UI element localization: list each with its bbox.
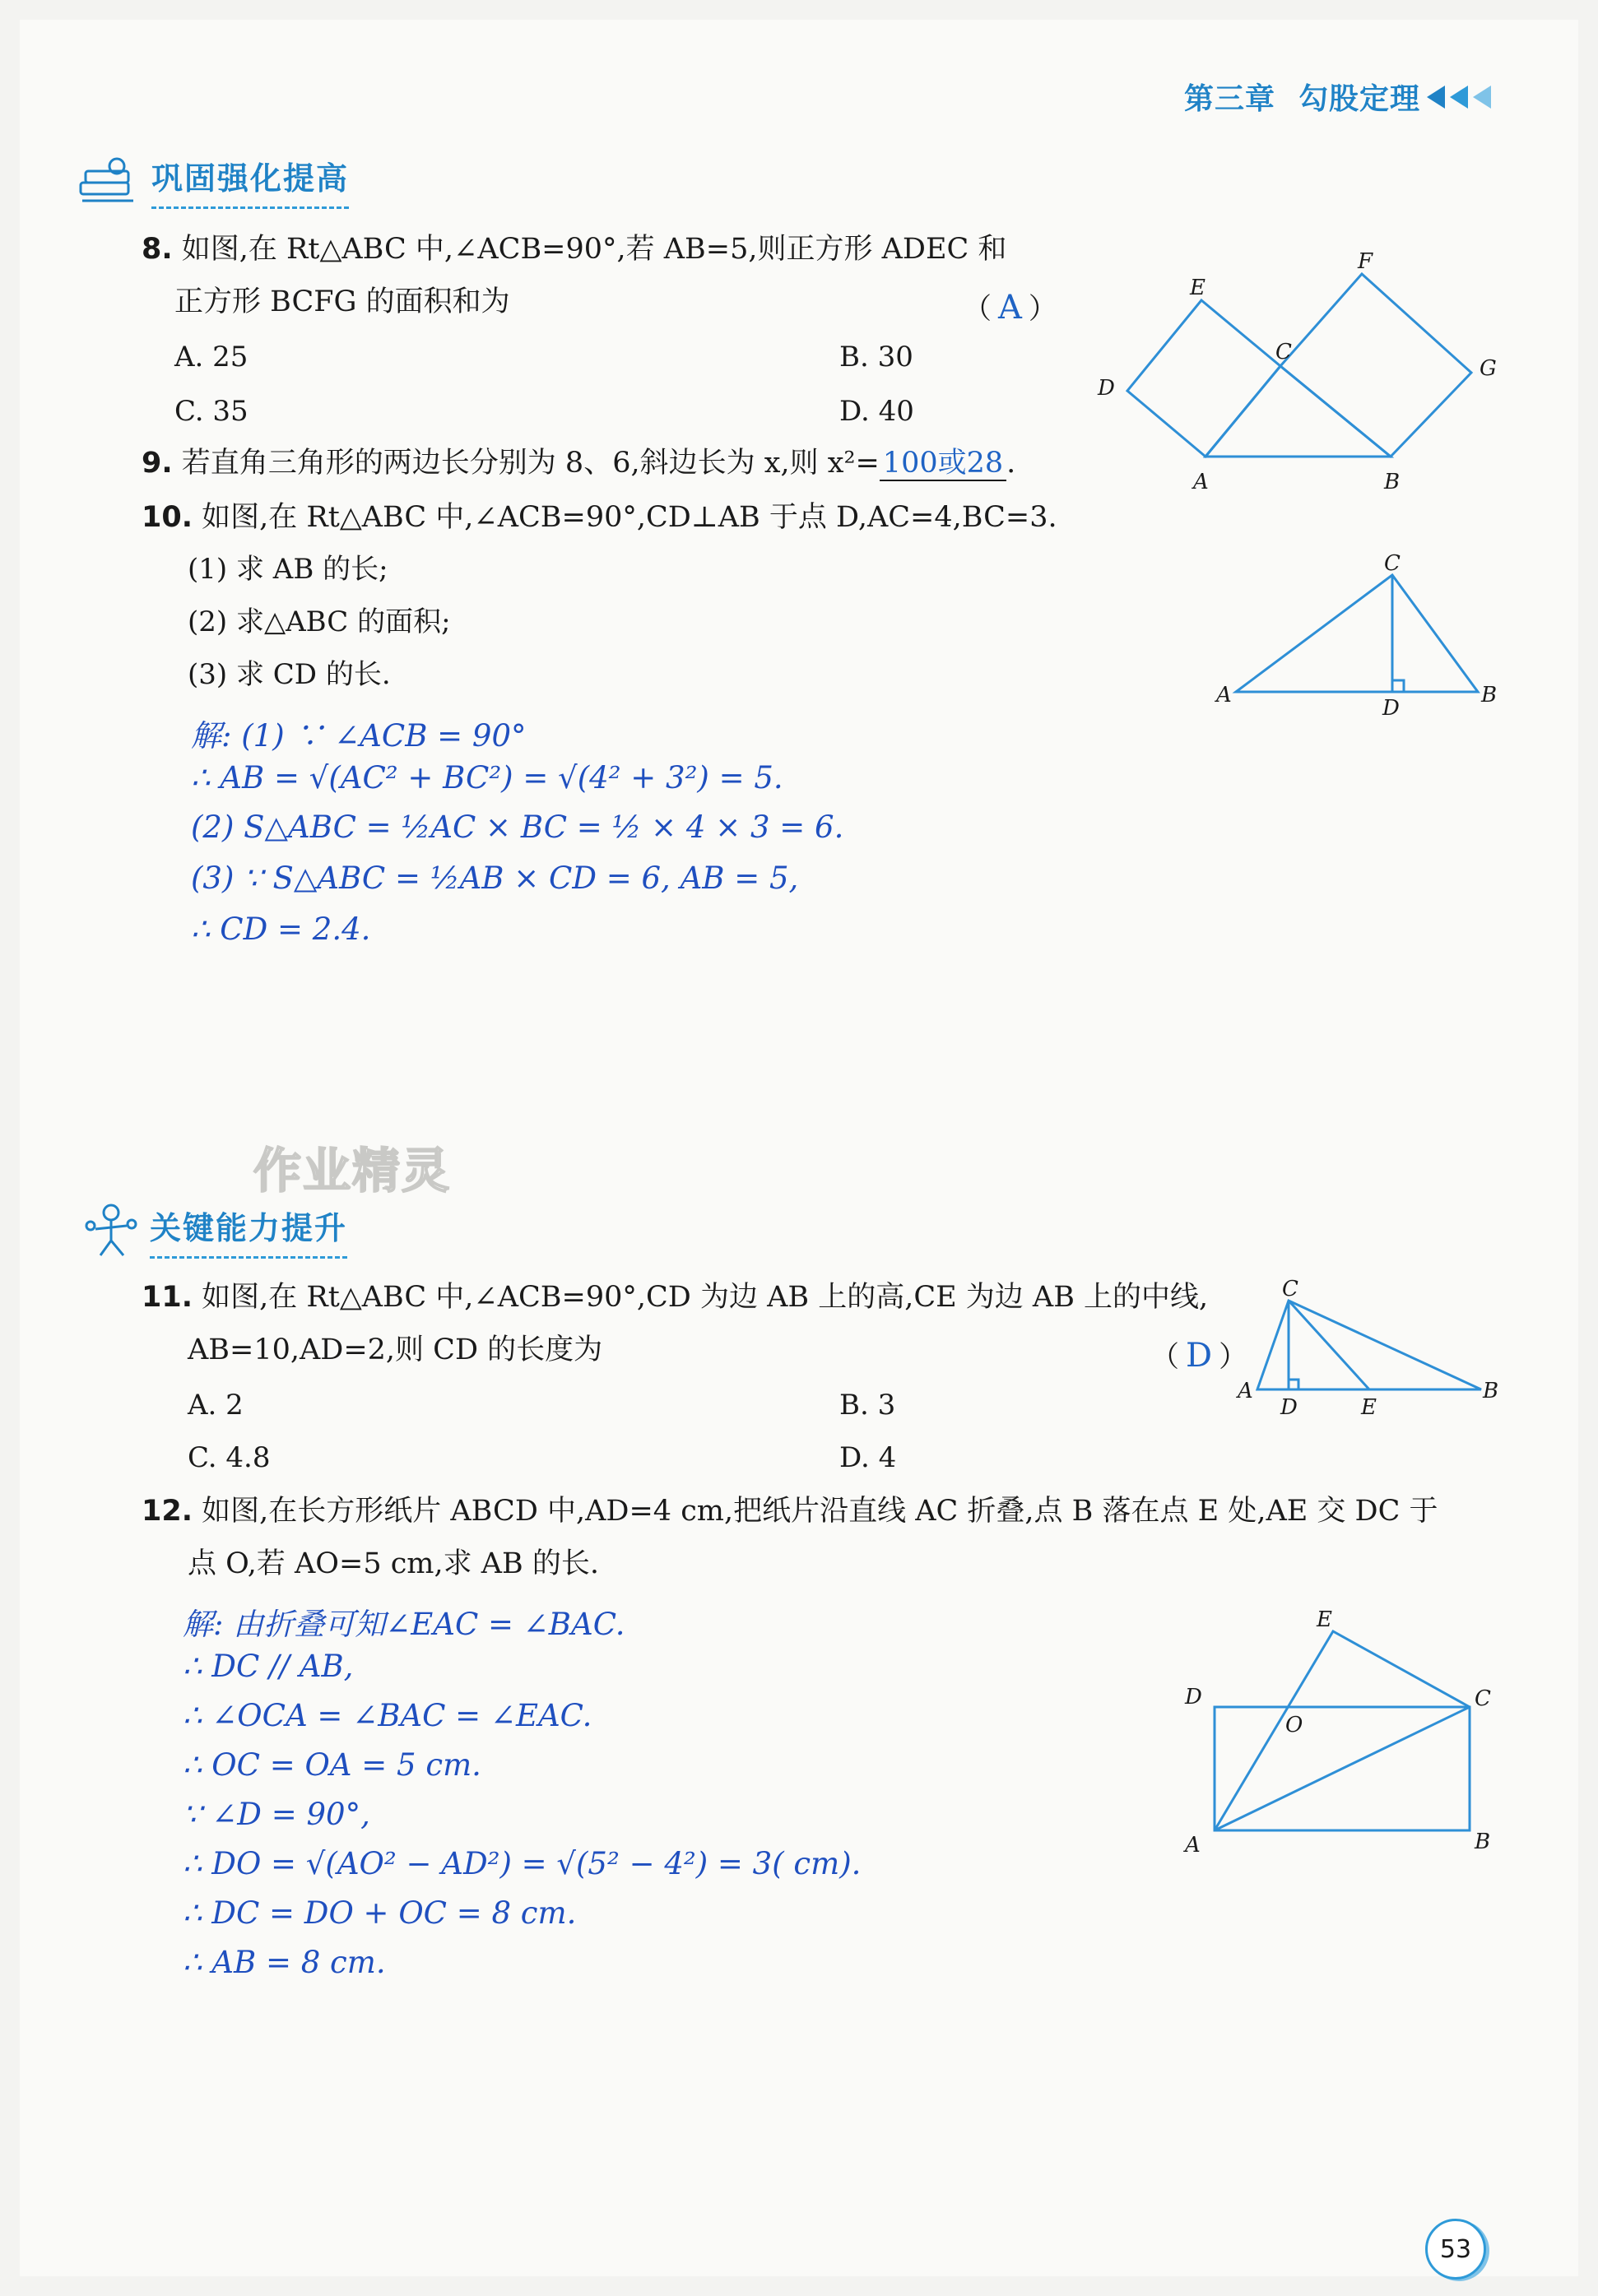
figure-q12-rectangle [1168, 1600, 1514, 1880]
question-9: 9. 若直角三角形的两边长分别为 8、6,斜边长为 x,则 x²= 100或28 . [142, 447, 1016, 480]
section-title: 关键能力提升 [150, 1203, 347, 1259]
solution-12-line8: ∴ AB = 8 cm. [183, 1945, 386, 1980]
label-c: C [1282, 1279, 1298, 1301]
label-d: D [1185, 1685, 1202, 1709]
answer-bracket-8: （ A ） [963, 289, 1057, 327]
arrow-left-icon [1427, 86, 1491, 109]
question-11-line2: AB=10,AD=2,则 CD 的长度为 [188, 1334, 603, 1366]
label-c: C [1275, 340, 1292, 364]
page-number: 53 [1425, 2219, 1486, 2280]
label-a: A [1238, 1379, 1253, 1403]
figure-q10-triangle [1210, 547, 1506, 720]
section-title: 巩固强化提高 [151, 153, 349, 209]
question-10-part2: (2) 求△ABC 的面积; [188, 605, 451, 638]
solution-12-line7: ∴ DC = DO + OC = 8 cm. [183, 1895, 577, 1931]
solution-12-line4: ∴ OC = OA = 5 cm. [183, 1747, 481, 1783]
question-12-line2: 点 O,若 AO=5 cm,求 AB 的长. [188, 1547, 599, 1580]
watermark: 作业精灵 [253, 1143, 452, 1199]
answer-bracket-11: （ D ） [1150, 1337, 1248, 1375]
question-8-line1: 8. 如图,在 Rt△ABC 中,∠ACB=90°,若 AB=5,则正方形 ADEC 和 [142, 233, 1007, 266]
solution-12-line3: ∴ ∠OCA = ∠BAC = ∠EAC. [183, 1698, 592, 1733]
chapter-label: 第三章 [1183, 82, 1275, 116]
solution-10-line4: (3) ∵ S△ABC = ½AB × CD = 6, AB = 5, [191, 860, 799, 896]
solution-12-line6: ∴ DO = √(AO² − AD²) = √(5² − 4²) = 3( cm). [183, 1846, 862, 1881]
option-c: C. 4.8 [188, 1441, 271, 1474]
question-10-part3: (3) 求 CD 的长. [188, 658, 391, 691]
option-b: B. 3 [839, 1389, 896, 1422]
question-12-line1: 12. 如图,在长方形纸片 ABCD 中,AD=4 cm,把纸片沿直线 AC 折叠,点 B 落在点 E 处,AE 交 DC 于 [142, 1495, 1438, 1528]
label-f: F [1358, 249, 1373, 274]
figure-person-icon [82, 1201, 140, 1260]
label-c: C [1475, 1686, 1491, 1711]
option-a: A. 2 [188, 1389, 244, 1422]
option-d: D. 40 [839, 395, 914, 428]
chapter-header [1184, 76, 1491, 118]
figure-q8-squares [1078, 239, 1506, 510]
solution-10-line5: ∴ CD = 2.4. [191, 911, 371, 947]
label-e: E [1361, 1395, 1377, 1420]
label-a: A [1185, 1833, 1201, 1858]
label-c: C [1384, 551, 1401, 576]
chapter-topic: 勾股定理 [1298, 82, 1420, 116]
label-d: D [1098, 376, 1115, 401]
answer-blank-9: 100或28 [880, 447, 1006, 481]
question-8-line2: 正方形 BCFG 的面积和为 [174, 285, 510, 318]
label-b: B [1481, 683, 1498, 707]
books-icon [76, 155, 142, 207]
label-e: E [1190, 276, 1205, 300]
label-g: G [1480, 356, 1497, 381]
label-b: B [1384, 470, 1401, 494]
section-consolidate [76, 153, 349, 209]
option-c: C. 35 [174, 395, 249, 428]
label-b: B [1483, 1379, 1499, 1403]
section-key-ability [82, 1201, 347, 1260]
solution-12-line2: ∴ DC // AB, [183, 1649, 354, 1684]
question-10: 10. 如图,在 Rt△ABC 中,∠ACB=90°,CD⊥AB 于点 D,AC=4,BC=3. [142, 501, 1057, 534]
solution-12-line5: ∵ ∠D = 90°, [183, 1797, 370, 1832]
label-b: B [1475, 1830, 1491, 1854]
solution-10-line1: 解: (1) ∵ ∠ACB = 90° [191, 718, 527, 754]
solution-10-line3: (2) S△ABC = ½AC × BC = ½ × 4 × 3 = 6. [191, 809, 844, 845]
option-b: B. 30 [839, 341, 913, 373]
option-d: D. 4 [839, 1441, 897, 1474]
solution-10-line2: ∴ AB = √(AC² + BC²) = √(4² + 3²) = 5. [191, 760, 783, 795]
question-10-part1: (1) 求 AB 的长; [188, 553, 388, 586]
solution-12-line1: 解: 由折叠可知∠EAC = ∠BAC. [183, 1607, 625, 1642]
label-a: A [1193, 470, 1209, 494]
question-11-line1: 11. 如图,在 Rt△ABC 中,∠ACB=90°,CD 为边 AB 上的高,CE 为边 AB 上的中线, [142, 1281, 1209, 1314]
label-o: O [1285, 1713, 1303, 1737]
option-a: A. 25 [174, 341, 249, 373]
label-a: A [1216, 683, 1232, 707]
label-d: D [1280, 1395, 1298, 1420]
figure-q11-triangle [1226, 1279, 1506, 1423]
label-e: E [1317, 1607, 1332, 1632]
label-d: D [1382, 696, 1400, 720]
